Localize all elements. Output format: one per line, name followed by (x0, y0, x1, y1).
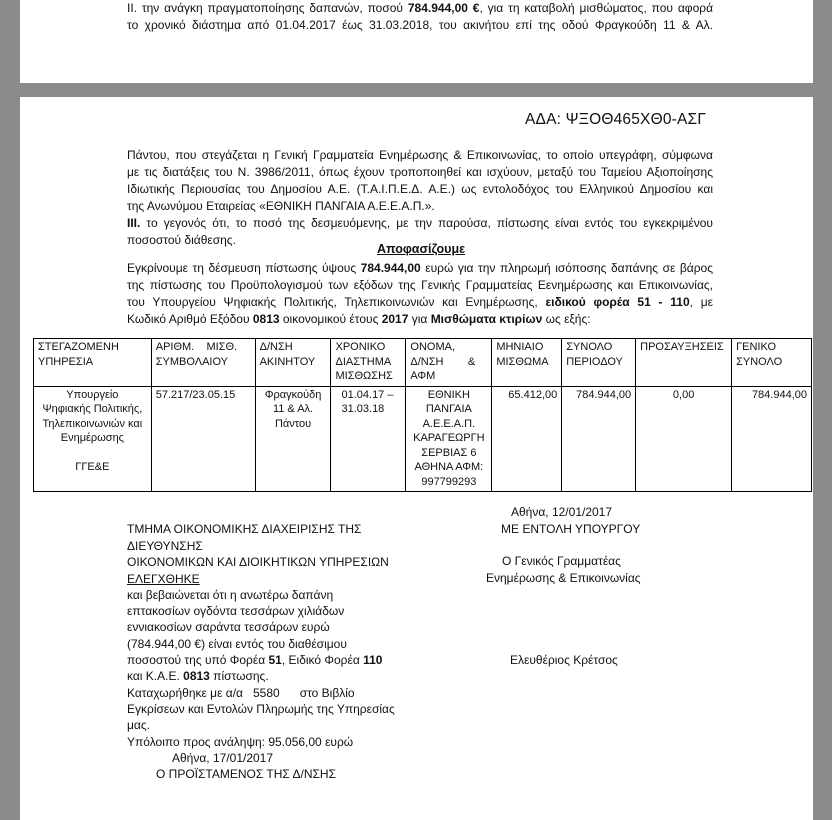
cell-period (331, 386, 406, 492)
header-text: Δ/ΝΣΗ (259, 341, 293, 353)
decision-line-1-suffix: ευρώ για την πληρωμή ισόποσης δαπάνης σε βάρος (420, 261, 713, 275)
decision-line-4-e: για (408, 312, 431, 326)
intro-line-5 (127, 215, 713, 232)
left-line-9-d: 110 (363, 653, 383, 667)
left-line-9-c: , Ειδικό Φορέα (281, 653, 364, 667)
decision-line-3-bold: ειδικού φορέα 51 - 110 (545, 295, 690, 309)
left-line-10-a: και Κ.Α.Ε. (127, 669, 184, 683)
header-text: ΣΥΜΒΟΛΑΙΟΥ (155, 355, 229, 368)
left-line-5: και βεβαιώνεται ότι η ανωτέρω δαπάνη (127, 588, 334, 602)
cell-name (406, 386, 492, 492)
header-monthly (492, 339, 562, 387)
cell-text: Τηλεπικοινωνιών και (42, 417, 143, 430)
intro-line-5-text: το γεγονός ότι, το ποσό της δεσμευόμενης, με την παρούσα, πίστωσης είναι εντός του εγκεκριμένου (140, 216, 713, 230)
decision-line-4-b: 0813 (252, 312, 280, 326)
header-service (34, 339, 152, 387)
cell-service (34, 386, 152, 492)
header-text: ΣΥΝΟΛΟ (736, 355, 783, 368)
table-header-row (34, 339, 812, 387)
header-text: ΠΡΟΣΑΥΞΗΣΕΙΣ (640, 341, 724, 353)
decision-heading: Αποφασίζουμε (376, 242, 466, 256)
header-contract (151, 339, 255, 387)
decision-line-3-text: του Υπουργείου Ψηφιακής Πολιτικής, Τηλεπικοινωνιών και Ενημέρωσης, (127, 295, 546, 309)
cell-text: ΑΘΗΝΑ ΑΦΜ: (414, 461, 484, 473)
decision-line-1-text: Εγκρίνουμε τη δέσμευση πίστωσης ύψους (127, 261, 361, 275)
cell-text: 01.04.17 – (341, 388, 394, 401)
left-line-13: μας. (127, 718, 150, 732)
decision-line-2: της πίστωσης του Προϋπολογισμού των εξόδων της Γενικής Γραμματείας Εενημέρωσης και Επικοινωνίας, (127, 278, 713, 292)
left-line-12: Εγκρίσεων και Εντολών Πληρωμής της Υπηρεσίας (127, 702, 395, 716)
decision-line-3 (127, 294, 713, 311)
cell-text: 997799293 (421, 475, 477, 488)
header-period-total (562, 339, 636, 387)
left-line-9-a: ποσοστού της υπό Φορέα (127, 653, 269, 667)
decision-line-1 (127, 260, 713, 277)
decision-line-4-c: οικονομικού έτους (279, 312, 382, 326)
left-line-9-b: 51 (268, 653, 282, 667)
top-line-1-text: ΙΙ. την ανάγκη πραγματοποίησης δαπανών, ποσού (127, 1, 408, 15)
header-name (406, 339, 492, 387)
left-line-8: (784.944,00 €) είναι εντός του διαθέσιμου (127, 637, 347, 651)
cell-text: 11 & Αλ. (272, 403, 314, 415)
header-text: ΑΚΙΝΗΤΟΥ (259, 355, 316, 368)
left-line-2: ΔΙΕΥΘΥΝΣΗΣ (127, 539, 203, 553)
right-signer-name: Ελευθέριος Κρέτσος (510, 653, 618, 667)
header-text: ΜΙΣΘΩΜΑ (496, 355, 549, 368)
left-line-9 (127, 652, 382, 669)
cell-address (255, 386, 331, 492)
left-line-1: ΤΜΗΜΑ ΟΙΚΟΝΟΜΙΚΗΣ ΔΙΑΧΕΙΡΙΣΗΣ ΤΗΣ (127, 522, 362, 536)
decision-line-1-amount: 784.944,00 (360, 261, 421, 275)
intro-line-4: της Ανωνύμου Εταιρείας «ΕΘΝΙΚΗ ΠΑΝΓΑΙΑ Α.Ε.Ε.Α.Π.». (127, 199, 435, 213)
top-line-2: το χρονικό διάστημα από 01.04.2017 έως 31.03.2018, του ακινήτου επί της οδού Φραγκούδη 11 & Αλ. (127, 18, 713, 32)
intro-line-5-prefix: ΙΙΙ. (127, 216, 141, 230)
decision-line-4-f: Μισθώματα κτιρίων (430, 312, 543, 326)
ada-code: ΑΔΑ: ΨΞΟΘ465ΧΘ0-ΑΣΓ (525, 111, 707, 128)
left-line-6: επτακοσίων ογδόντα τεσσάρων χιλιάδων (127, 604, 345, 618)
left-line-10-b: 0813 (183, 669, 210, 683)
cell-grand-total: 784.944,00 (732, 386, 812, 492)
left-line-14: Υπόλοιπο προς ανάληψη: 95.056,00 ευρώ (127, 735, 354, 749)
left-line-15: Αθήνα, 17/01/2017 (172, 751, 274, 765)
cell-contract: 57.217/23.05.15 (151, 386, 255, 492)
header-text: ΑΦΜ (410, 370, 436, 382)
header-grand-total (732, 339, 812, 387)
header-text: ΜΗΝΙΑΙΟ (496, 341, 544, 353)
cell-text: Ενημέρωσης (60, 432, 124, 444)
left-line-3: ΟΙΚΟΝΟΜΙΚΩΝ ΚΑΙ ΔΙΟΙΚΗΤΙΚΩΝ ΥΠΗΡΕΣΙΩΝ (127, 555, 389, 569)
right-title-1: Ο Γενικός Γραμματέας (502, 554, 621, 568)
left-line-10 (127, 668, 269, 685)
cell-text: ΣΕΡΒΙΑΣ 6 (421, 446, 477, 459)
header-text: ΣΥΝΟΛΟ (566, 341, 613, 353)
left-line-7: εννιακοσίων σαράντα τεσσάρων ευρώ (127, 620, 330, 634)
decision-line-4-d: 2017 (381, 312, 409, 326)
header-text: ΔΙΑΣΤΗΜΑ (335, 355, 392, 368)
header-text: ΜΙΣΘΩΣΗΣ (335, 370, 393, 382)
cell-text: ΓΓΕ&Ε (75, 460, 110, 473)
decision-line-4 (127, 311, 591, 328)
cell-text (38, 446, 147, 460)
cell-text: ΚΑΡΑΓΕΩΡΓΗ (413, 432, 485, 444)
cell-text: ΠΑΝΓΑΙΑ (425, 403, 472, 415)
header-text: ΠΕΡΙΟΔΟΥ (566, 355, 623, 368)
header-text: ΣΤΕΓΑΖΟΜΕΝΗ (38, 341, 119, 353)
top-line-1 (127, 0, 713, 17)
right-title-2: Ενημέρωσης & Επικοινωνίας (486, 571, 641, 585)
header-surcharges (636, 339, 732, 387)
cell-text: Φραγκούδη (264, 388, 322, 401)
intro-line-6: ποσοστού διάθεσης. (127, 233, 236, 247)
cell-text: Υπουργείο (66, 388, 119, 401)
right-date: Αθήνα, 12/01/2017 (511, 505, 613, 519)
cell-text: Πάντου (274, 417, 312, 430)
header-text: ΓΕΝΙΚΟ (736, 341, 777, 353)
header-text: ΥΠΗΡΕΣΙΑ (38, 355, 94, 368)
top-line-1-suffix: , για τη καταβολή μισθώματος, που αφορά (479, 1, 714, 15)
intro-line-2: με τις διατάξεις του Ν. 3986/2011, όπως έχουν τροποποιηθεί και ισχύουν, μεταξύ του Ταμείου Αξιοποίησης (127, 165, 713, 179)
left-line-10-c: πίστωσης. (209, 669, 269, 683)
decision-line-4-a: Κωδικό Αριθμό Εξόδου (127, 312, 253, 326)
intro-line-3: Ιδιωτικής Περιουσίας του Δημοσίου Α.Ε. (Τ.Α.Ι.Π.Ε.Δ. Α.Ε.) ως εντολοδόχος του Ελληνικού Δημοσίου και (127, 182, 713, 196)
header-text: ΧΡΟΝΙΚΟ (335, 341, 386, 353)
cell-text: ΕΘΝΙΚΗ (427, 388, 470, 401)
cell-text: 31.03.18 (341, 403, 385, 415)
right-order: ΜΕ ΕΝΤΟΛΗ ΥΠΟΥΡΓΟΥ (501, 522, 641, 536)
intro-line-1: Πάντου, που στεγάζεται η Γενική Γραμματεία Ενημέρωσης & Επικοινωνίας, το οποίο υπεγράφη, σύμφωνα (127, 148, 713, 162)
cell-text: Ψηφιακής Πολιτικής, (42, 403, 143, 415)
header-text: ΟΝΟΜΑ, (410, 341, 456, 353)
decision-line-3-suffix: , με (689, 295, 713, 309)
header-period (331, 339, 406, 387)
header-text: Δ/ΝΣΗ & (410, 355, 476, 368)
header-address (255, 339, 331, 387)
cell-text: Α.Ε.Ε.Α.Π. (422, 417, 476, 430)
cell-surcharges: 0,00 (636, 386, 732, 492)
left-line-11: Καταχωρήθηκε με α/α 5580 στο Βιβλίο (127, 686, 355, 700)
cell-monthly: 65.412,00 (492, 386, 562, 492)
left-line-16: Ο ΠΡΟΪΣΤΑΜΕΝΟΣ ΤΗΣ Δ/ΝΣΗΣ (156, 767, 337, 781)
table-row (34, 386, 812, 492)
left-line-4-checked: ΕΛΕΓΧΘΗΚΕ (127, 572, 200, 586)
lease-table (33, 338, 812, 492)
decision-line-4-g: ως εξής: (542, 312, 591, 326)
top-line-1-amount: 784.944,00 € (407, 1, 480, 15)
cell-period-total: 784.944,00 (562, 386, 636, 492)
header-text: ΑΡΙΘΜ. ΜΙΣΘ. (155, 341, 238, 353)
